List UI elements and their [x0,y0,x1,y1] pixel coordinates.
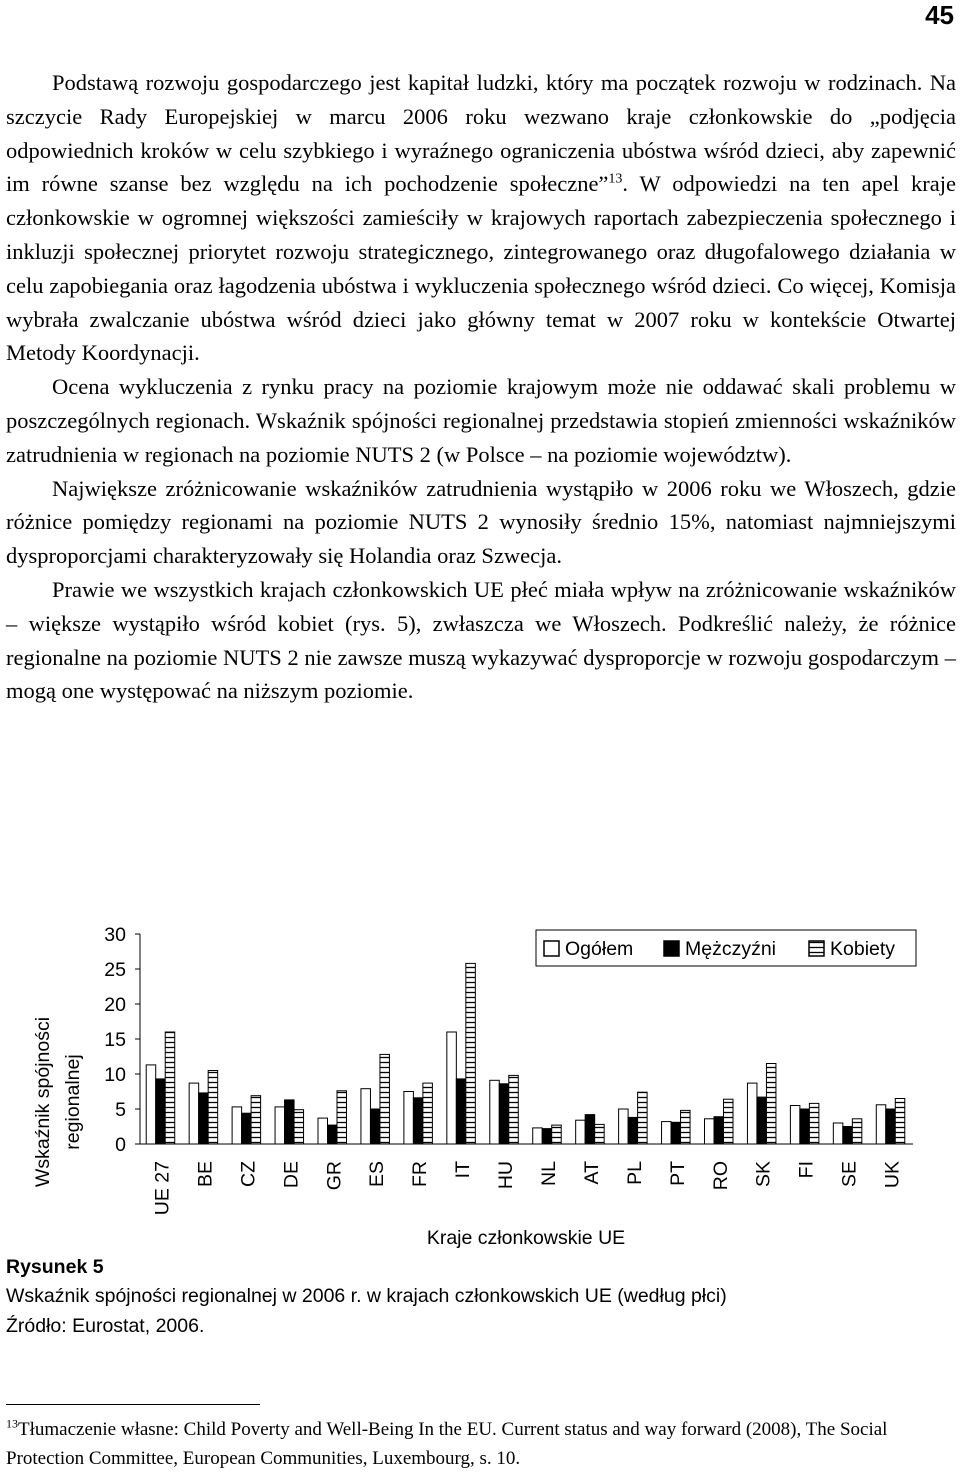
bar-se-women [852,1119,862,1144]
bar-it-total [447,1032,457,1144]
bar-hu-men [499,1084,509,1144]
figure-caption-source: Źródło: Eurostat, 2006. [6,1315,205,1337]
bar-sk-women [766,1064,776,1145]
bar-nl-total [533,1128,543,1144]
bar-be-total [189,1083,199,1144]
y-tick-label: 25 [104,959,126,981]
paragraph-1-text-b: . W odpowiedzi na ten apel kraje członkowskie w ogromnej większości zamieściły w krajowych raportach zabezpieczenia społecznego i inkluzji społecznej priorytet rozwoju strategicznego, zintegrowanego oraz długofalowego działania w celu zapobiegania oraz łagodzenia ubóstwa i wykluczenia społecznego wśród dzieci. Co więcej, Komisja wybrała zwalczanie ubóstwa wśród dzieci jako główny temat w 2007 roku w kontekście Otwartej Metody Koordynacji. [6,171,956,366]
paragraph-1-text-a: Podstawą rozwoju gospodarczego jest kapitał ludzki, który ma początek rozwoju w rodzinach. Na szczycie Rady Europejskiej w marcu 2006 roku wezwano kraje członkowskie do „podjęcia odpowiednich kroków w celu szybkiego i wyraźnego ograniczenia ubóstwa wśród dzieci, aby zapewnić im równe szanse bez względu na ich pochodzenie społeczne” [6,70,956,197]
x-tick-label: NL [537,1161,560,1186]
y-tick-label: 0 [115,1134,126,1156]
x-tick-label: DE [280,1161,303,1189]
x-tick-label: PL [623,1161,646,1185]
paragraph-4: Prawie we wszystkich krajach członkowskich UE płeć miała wpływ na zróżnicowanie wskaźników – większe wystąpiło wśród kobiet (rys. 5), zwłaszcza we Włoszech. Podkreślić należy, że różnice regionalne na poziomie NUTS 2 nie zawsze muszą wykazywać dysproporcje w rozwoju gospodarczym – mogą one występować na niższym poziomie. [6,576,956,704]
x-tick-label: HU [495,1161,518,1190]
legend-swatch-men [664,941,679,956]
x-tick-label: ES [366,1161,389,1188]
x-tick-label: FR [409,1161,432,1187]
y-tick-label: 10 [104,1064,126,1086]
bar-at-total [576,1120,586,1144]
bar-cz-total [232,1107,242,1144]
footnote-number: 13 [6,1416,18,1431]
x-tick-label: RO [709,1161,732,1191]
bar-be-men [199,1093,209,1144]
bar-fr-men [413,1098,423,1144]
y-axis-label-line-1: Wskaźnik spójności [32,1016,54,1188]
x-tick-label: AT [580,1161,603,1185]
bar-es-women [380,1054,390,1144]
x-tick-label: CZ [237,1161,260,1187]
bar-gr-total [318,1118,328,1144]
paragraph-2: Ocena wykluczenia z rynku pracy na poziomie krajowym może nie oddawać skali problemu w poszczególnych regionach. Wskaźnik spójności regionalnej przedstawia stopień zmienności wskaźników zatrudnienia w regionach na poziomie NUTS 2 (w Polsce – na poziomie województw). [6,374,956,467]
bar-gr-men [328,1125,338,1144]
legend-swatch-women [809,941,824,956]
regional-cohesion-bar-chart [0,915,960,1250]
x-tick-label: IT [452,1161,475,1179]
bar-it-women [466,963,476,1144]
bar-es-total [361,1089,371,1144]
bar-sk-total [747,1083,757,1144]
bar-at-men [585,1115,595,1144]
x-tick-label: BE [194,1161,217,1188]
bar-fi-men [800,1109,810,1144]
bar-fr-total [404,1092,414,1145]
bar-pt-women [681,1110,691,1144]
y-tick-label: 5 [115,1099,126,1121]
y-tick-label: 20 [104,994,126,1016]
bar-at-women [595,1124,605,1144]
bar-ro-total [705,1119,715,1144]
bar-fi-total [790,1106,800,1145]
bar-it-men [456,1079,466,1144]
bar-be-women [208,1071,218,1145]
bar-nl-women [552,1125,562,1144]
bar-hu-total [490,1080,500,1144]
bar-de-men [285,1100,295,1144]
bar-fi-women [809,1103,819,1144]
footnote [6,1415,954,1473]
x-axis-label: Kraje członkowskie UE [426,1227,626,1249]
bar-gr-women [337,1091,347,1144]
bar-ro-men [714,1117,724,1144]
bar-pl-total [619,1109,629,1144]
bar-uk-total [876,1105,886,1144]
legend-label-men: Mężczyźni [685,938,777,960]
bar-pl-women [638,1092,648,1144]
figure-caption-title: Rysunek 5 [6,1256,104,1278]
footnote-separator [6,1404,260,1405]
legend-swatch-total [544,941,559,956]
bar-cz-men [242,1113,252,1144]
bar-ue27-men [156,1079,166,1144]
bar-pt-total [662,1122,672,1144]
x-tick-label: SK [752,1161,775,1188]
legend-label-total: Ogółem [565,938,634,960]
bar-sk-men [757,1097,767,1144]
x-tick-label: FI [795,1161,818,1179]
page-number: 45 [925,0,954,30]
paragraph-3: Największe zróżnicowanie wskaźników zatrudnienia wystąpiło w 2006 roku we Włoszech, gdzie różnice pomiędzy regionami na poziomie NUTS 2 wynosiły średnio 15%, natomiast najmniejszymi dysproporcjami charakteryzowały się Holandia oraz Szwecja. [6,475,956,569]
y-tick-label: 15 [104,1029,126,1051]
footnote-text: Tłumaczenie własne: Child Poverty and Well-Being In the EU. Current status and way forward (2008), The Social Protection Committee, European Communities, Luxembourg, s. 10. [6,1419,888,1469]
x-tick-label: PT [666,1161,689,1186]
bar-se-total [833,1123,843,1144]
bar-es-men [370,1109,380,1144]
x-tick-label: UE 27 [151,1161,174,1216]
bar-pl-men [628,1117,638,1144]
chart-legend [536,930,916,966]
bar-de-women [294,1110,304,1144]
bar-ro-women [724,1099,734,1144]
figure-caption-description: Wskaźnik spójności regionalnej w 2006 r. w krajach członkowskich UE (według płci) [6,1285,727,1307]
bar-uk-women [895,1099,905,1145]
x-tick-label: UK [881,1161,904,1189]
y-tick-label: 30 [104,924,126,946]
x-tick-label: SE [838,1161,861,1188]
bar-pt-men [671,1122,681,1144]
x-tick-label: GR [323,1161,346,1191]
paragraph-1 [6,66,956,370]
bar-se-men [843,1127,853,1145]
legend-label-women: Kobiety [830,938,896,960]
bar-ue27-total [146,1065,156,1144]
bar-ue27-women [165,1032,175,1144]
bar-fr-women [423,1083,433,1144]
bar-de-total [275,1107,285,1144]
bar-uk-men [886,1109,896,1144]
bar-nl-men [542,1129,552,1144]
body-text [6,66,956,708]
footnote-reference: 13 [608,171,623,187]
y-axis-label-line-2: regionalnej [62,1054,84,1150]
bar-hu-women [509,1075,519,1144]
bar-cz-women [251,1096,261,1144]
